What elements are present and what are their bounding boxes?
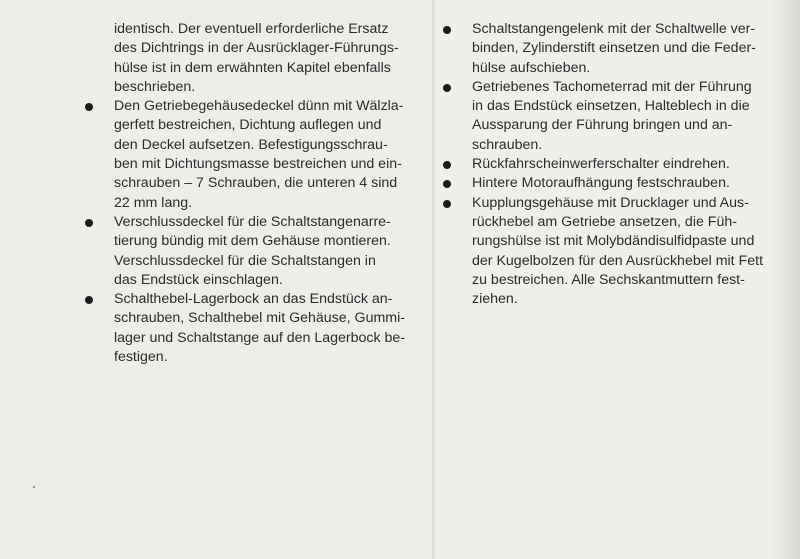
list-item-text: Kupplungsgehäuse mit Drucklager und Aus- rückhebel am Getriebe ansetzen, die Füh- rungshülse ist mit Molybdändisulfidpaste und der Kugelbolzen für den Ausrückhebel mit Fett zu bestreichen. Alle Sechskantmuttern fest- ziehen. — [472, 194, 764, 308]
book-spine — [432, 0, 436, 559]
bullet-icon — [443, 200, 451, 208]
list-item-text: Schalthebel-Lagerbock an das Endstück an- schrauben, Schalthebel mit Gehäuse, Gummi- lager und Schaltstange auf den Lagerbock be- festigen. — [114, 291, 406, 366]
right-column — [472, 20, 774, 309]
list-item-text: Hintere Motoraufhängung festschrauben. — [472, 175, 730, 192]
bullet-icon — [443, 84, 451, 92]
list-item — [472, 78, 774, 155]
list-item-text: Verschlussdeckel für die Schaltstangenarre- tierung bündig mit dem Gehäuse montieren. Verschlussdeckel für die Schaltstangen in das Endstück einschlagen. — [114, 213, 391, 288]
page-edge-shadow — [772, 0, 800, 559]
list-item-text: Getriebenes Tachometerrad mit der Führung in das Endstück einsetzen, Halteblech in die Aussparung der Führung bringen und an- schrauben. — [472, 78, 752, 153]
list-item — [472, 20, 774, 78]
list-item — [114, 290, 412, 367]
paper-speck — [33, 486, 35, 488]
list-item — [472, 155, 774, 174]
list-item — [114, 97, 412, 213]
list-item-text: Rückfahrscheinwerferschalter eindrehen. — [472, 156, 730, 173]
list-item-text: Den Getriebegehäusedeckel dünn mit Wälzla- gerfett bestreichen, Dichtung auflegen und den Deckel aufsetzen. Befestigungsschrau- ben mit Dichtungsmasse bestreichen und ein- schrauben – 7 Schrauben, die unteren 4 sind 22 mm lang. — [114, 98, 404, 211]
intro-paragraph: identisch. Der eventuell erforderliche Ersatz des Dichtrings in der Ausrücklager-Führungs- hülse ist in dem erwähnten Kapitel ebenfalls beschrieben. — [114, 21, 399, 95]
list-item-text: Schaltstangengelenk mit der Schaltwelle ver- binden, Zylinderstift einsetzen und die Feder- hülse aufschieben. — [472, 21, 756, 76]
bullet-icon — [85, 219, 93, 227]
left-column — [114, 20, 412, 367]
list-item — [472, 174, 774, 193]
list-item — [472, 194, 774, 310]
list-item — [114, 213, 412, 290]
bullet-icon — [443, 26, 451, 34]
